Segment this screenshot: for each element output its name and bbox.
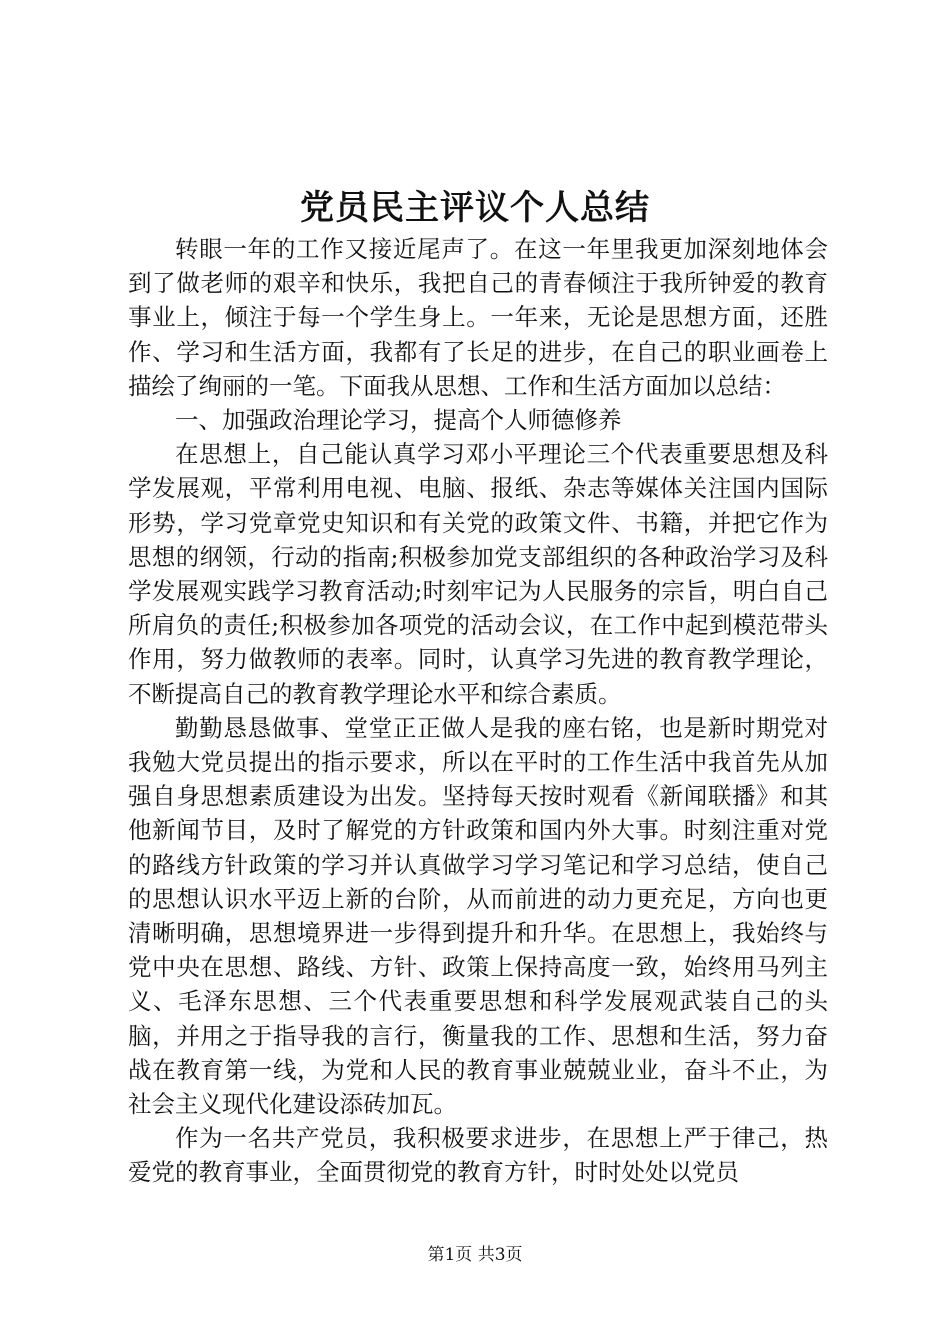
section-heading: 一、加强政治理论学习，提高个人师德修养 — [175, 406, 622, 435]
paragraph-motto: 勤勤恳恳做事、堂堂正正做人是我的座右铭，也是新时期党对我勉大党员提出的指示要求，所以在平时的工作生活中我首先从加强自身思想素质建设为出发。坚持每天按时观看《新闻联播》和其他新闻节目，及时了解党的方针政策和国内外大事。时刻注重对党的路线方针政策的学习并认真做学习学习笔记和学习总结，使自己的思想认识水平迈上新的台阶，从而前进的动力更充足，方向也更清晰明确，思想境界进一步得到提升和升华。在思想上，我始终与党中央在思想、路线、方针、政策上保持高度一致，始终用马列主义、毛泽东思想、三个代表重要思想和科学发展观武装自己的头脑，并用之于指导我的言行，衡量我的工作、思想和生活，努力奋战在教育第一线，为党和人民的教育事业兢兢业业，奋斗不止，为社会主义现代化建设添砖加瓦。 — [128, 713, 828, 1119]
document-title: 党员民主评议个人总结 — [300, 188, 650, 228]
document-body — [128, 232, 828, 1190]
paragraph-party-member: 作为一名共产党员，我积极要求进步，在思想上严于律己，热爱党的教育事业，全面贯彻党的教育方针，时时处处以党员 — [128, 1124, 828, 1187]
paragraph-intro: 转眼一年的工作又接近尾声了。在这一年里我更加深刻地体会到了做老师的艰辛和快乐，我把自己的青春倾注于我所钟爱的教育事业上，倾注于每一个学生身上。一年来，无论是思想方面，还胜作、学习和生活方面，我都有了长足的进步，在自己的职业画卷上描绘了绚丽的一笔。下面我从思想、工作和生活方面加以总结： — [128, 235, 828, 400]
page-footer: 第1页 共3页 — [427, 1245, 523, 1265]
paragraph-thought: 在思想上，自己能认真学习邓小平理论三个代表重要思想及科学发展观，平常利用电视、电脑、报纸、杂志等媒体关注国内国际形势，学习党章党史知识和有关党的政策文件、书籍，并把它作为思想的纲领，行动的指南;积极参加党支部组织的各种政治学习及科学发展观实践学习教育活动;时刻牢记为人民服务的宗旨，明白自己所肩负的责任;积极参加各项党的活动会议，在工作中起到模范带头作用，努力做教师的表率。同时，认真学习先进的教育教学理论，不断提高自己的教育教学理论水平和综合素质。 — [128, 440, 828, 708]
